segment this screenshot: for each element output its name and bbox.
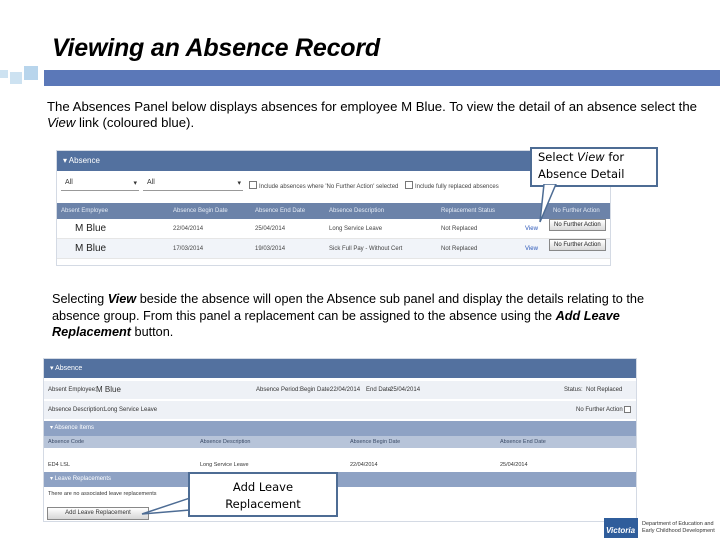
callout-view-word: View	[577, 150, 605, 164]
end-label: End Date:	[366, 387, 393, 393]
absence-end-cell: 25/04/2014	[500, 462, 528, 468]
body-button-name: Add Leave Replacement	[52, 308, 620, 339]
employee-cell: M Blue	[75, 223, 107, 234]
column-header[interactable]: Replacement Status	[441, 208, 496, 214]
leave-replacements-empty	[44, 487, 636, 501]
no-further-action-button[interactable]: No Further Action	[549, 239, 606, 251]
filter-select-2-value: All	[147, 179, 155, 186]
description-value: Long Service Leave	[104, 407, 158, 413]
absence-filters	[57, 171, 610, 203]
end-date-cell: 19/03/2014	[255, 246, 286, 252]
add-leave-replacement-button[interactable]: Add Leave Replacement	[47, 507, 149, 520]
column-header[interactable]: Absent Employee	[61, 208, 109, 214]
view-link[interactable]: View	[525, 246, 538, 252]
department-logo	[604, 518, 716, 538]
select-view-callout	[530, 147, 658, 187]
callout-text: for	[604, 150, 625, 164]
absences-panel-screenshot	[56, 150, 611, 266]
body-text	[52, 291, 664, 341]
column-header[interactable]: Absence Description	[329, 208, 385, 214]
employee-cell: M Blue	[75, 243, 107, 254]
status-cell: Not Replaced	[441, 246, 478, 252]
column-header[interactable]: Absence Description	[200, 439, 251, 445]
absence-description-row	[44, 401, 636, 419]
intro-view-word: View	[47, 115, 76, 130]
employee-label: Absent Employee:	[48, 387, 97, 393]
intro-text	[47, 99, 697, 131]
filter-select-2[interactable]	[143, 179, 243, 191]
department-name	[642, 521, 720, 535]
status-cell: Not Replaced	[441, 226, 478, 232]
table-row	[57, 219, 610, 239]
absence-summary-row	[44, 381, 636, 399]
chevron-down-icon: ▾	[237, 180, 241, 187]
include-no-further-action-checkbox[interactable]: Include absences where 'No Further Action' selected	[249, 181, 398, 190]
begin-date-cell: 17/03/2014	[173, 246, 204, 252]
callout-text: Replacement	[225, 497, 301, 511]
absences-grid-header	[57, 203, 610, 219]
absence-detail-panel-screenshot	[43, 358, 637, 522]
description-label: Absence Description:	[48, 407, 105, 413]
slide-title: Viewing an Absence Record	[52, 34, 380, 62]
title-accent-bar	[44, 70, 720, 86]
chevron-down-icon: ▾	[133, 180, 137, 187]
status-value: Not Replaced	[586, 387, 623, 393]
period-label: Absence Period:	[256, 387, 301, 393]
column-header[interactable]: Absence Begin Date	[350, 439, 401, 445]
no-further-action-button[interactable]: No Further Action	[549, 219, 606, 231]
no-further-action-checkbox[interactable]	[624, 406, 631, 413]
callout-arrow	[140, 494, 190, 518]
status-label: Status:	[564, 387, 583, 393]
column-header[interactable]: Absence Code	[48, 439, 85, 445]
table-row	[44, 458, 636, 472]
filter-select-1-value: All	[65, 179, 73, 186]
absence-items-header[interactable]: ▾ Absence Items	[44, 421, 636, 436]
begin-label: Begin Date:	[300, 387, 332, 393]
absence-items-column-headers	[44, 436, 636, 448]
begin-value: 22/04/2014	[330, 387, 361, 393]
description-cell: Long Service Leave	[329, 226, 383, 232]
body-part-3: button.	[130, 325, 174, 339]
department-name-line: Early Childhood Development	[642, 528, 715, 534]
title-decoration	[0, 70, 40, 86]
absences-panel-header[interactable]: ▾ Absence	[57, 151, 610, 171]
absence-begin-cell: 22/04/2014	[350, 462, 378, 468]
body-part-1: Selecting	[52, 292, 108, 306]
begin-date-cell: 22/04/2014	[173, 226, 204, 232]
absence-description-cell: Long Service Leave	[200, 462, 249, 468]
end-date-cell: 25/04/2014	[255, 226, 286, 232]
callout-text: Select	[538, 150, 578, 164]
absence-code-cell: ED4 LSL	[48, 462, 71, 468]
department-name-line: Department of Education and	[642, 521, 714, 527]
callout-text: Add Leave	[232, 480, 294, 494]
no-further-action-label: No Further Action	[576, 407, 623, 413]
intro-part-1: The Absences Panel below displays absences for employee M Blue. To view the detail of an absence select the	[47, 99, 697, 114]
empty-message: There are no associated leave replacements	[48, 491, 157, 497]
column-header[interactable]: Absence End Date	[255, 208, 306, 214]
include-fully-replaced-checkbox[interactable]: Include fully replaced absences	[405, 181, 499, 190]
end-value: 25/04/2014	[390, 387, 421, 393]
leave-replacements-header[interactable]: ▾ Leave Replacements	[44, 472, 636, 487]
table-row	[57, 239, 610, 259]
view-link[interactable]: View	[525, 226, 538, 232]
victoria-logo-mark: Victoria	[604, 518, 638, 538]
column-header[interactable]: Absence End Date	[500, 439, 546, 445]
callout-text: Absence Detail	[538, 167, 625, 181]
body-view-word: View	[107, 292, 137, 306]
description-cell: Sick Full Pay - Without Cert	[329, 246, 403, 252]
add-leave-replacement-callout	[188, 472, 338, 517]
absences-grid	[57, 203, 610, 259]
employee-value: M Blue	[96, 385, 121, 394]
filter-select-1[interactable]	[61, 179, 139, 191]
column-header[interactable]: No Further Action	[553, 208, 600, 214]
column-header[interactable]: Absence Begin Date	[173, 208, 228, 214]
intro-part-2: link (coloured blue).	[75, 115, 195, 130]
callout-arrow	[536, 184, 558, 224]
spacer	[44, 448, 636, 458]
body-part-2: beside the absence will open the Absence sub panel and display the details relating to the absence group. From this panel a replacement can be assigned to the absence using the	[52, 292, 645, 323]
absence-detail-header[interactable]: ▾ Absence	[44, 359, 636, 378]
